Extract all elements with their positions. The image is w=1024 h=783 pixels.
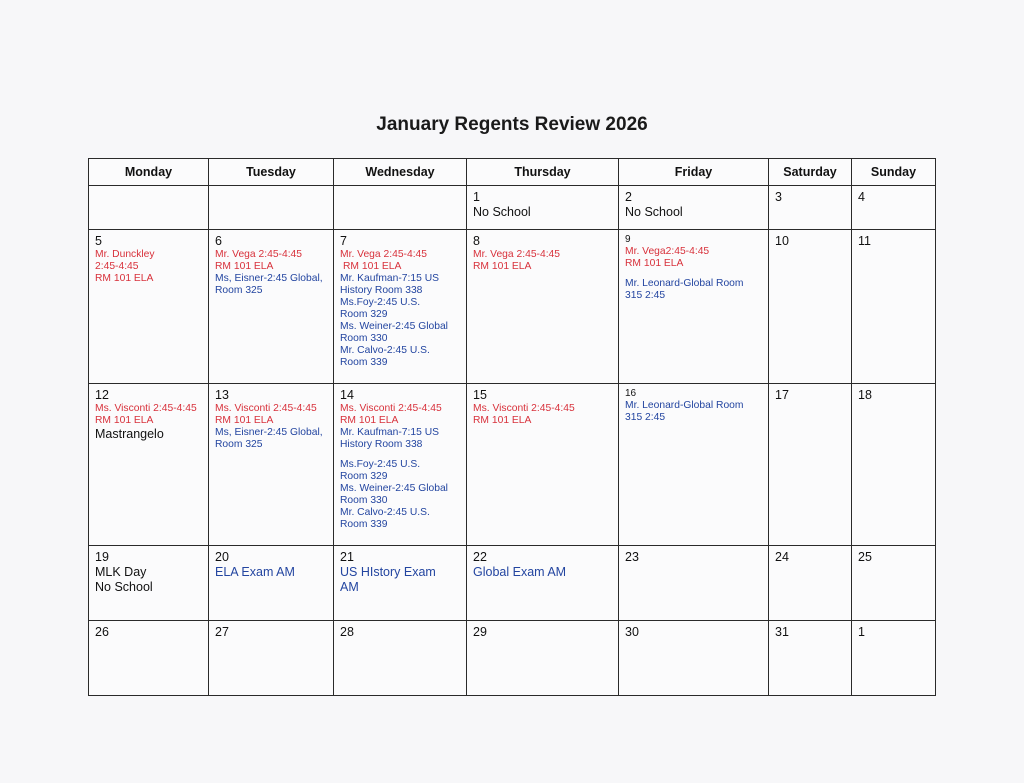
exam-event: US HIstory Exam	[340, 565, 436, 579]
day-number: 27	[215, 625, 229, 639]
day-number: 3	[775, 190, 782, 204]
exam-event: AM	[340, 580, 359, 594]
header-sunday: Sunday	[852, 159, 936, 186]
day-number: 1	[858, 625, 865, 639]
event-line: 2:45-4:45	[95, 261, 139, 272]
day-number: 19	[95, 550, 109, 564]
day-number: 15	[473, 388, 487, 402]
day-number: 30	[625, 625, 639, 639]
day-cell-jan-21	[334, 546, 467, 621]
day-cell-jan-10	[769, 230, 852, 384]
header-tuesday: Tuesday	[209, 159, 334, 186]
day-cell-jan-18	[852, 384, 936, 546]
day-number: 9	[625, 234, 631, 245]
day-number: 26	[95, 625, 109, 639]
event-line: Ms, Eisner-2:45 Global,	[215, 273, 323, 284]
day-cell-jan-5	[89, 230, 209, 384]
day-number: 29	[473, 625, 487, 639]
event-line: Room 330	[340, 333, 388, 344]
day-cell-jan-3	[769, 186, 852, 230]
event-line: Ms.Foy-2:45 U.S.	[340, 459, 421, 470]
event-line: Mr. Kaufman-7:15 US	[340, 273, 440, 284]
day-note: No School	[95, 580, 153, 594]
event-line: 315 2:45	[625, 412, 666, 423]
day-cell-jan-28	[334, 621, 467, 696]
page-title: January Regents Review 2026	[376, 114, 648, 135]
day-cell-jan-22	[467, 546, 619, 621]
event-line: Mr. Calvo-2:45 U.S.	[340, 345, 430, 356]
day-cell-jan-13	[209, 384, 334, 546]
day-number: 21	[340, 550, 354, 564]
day-cell-jan-14	[334, 384, 467, 546]
exam-event: ELA Exam AM	[215, 565, 295, 579]
week-row-1	[89, 186, 936, 230]
event-line: Room 329	[340, 309, 388, 320]
event-line: RM 101 ELA	[95, 273, 154, 284]
day-number: 25	[858, 550, 872, 564]
day-number: 8	[473, 234, 480, 248]
day-cell-jan-31	[769, 621, 852, 696]
day-number: 23	[625, 550, 639, 564]
header-wednesday: Wednesday	[334, 159, 467, 186]
day-number: 20	[215, 550, 229, 564]
event-line: Mr. Vega 2:45-4:45	[215, 249, 303, 260]
day-cell-jan-23	[619, 546, 769, 621]
event-line: Room 330	[340, 495, 388, 506]
weekday-header-row	[89, 159, 936, 186]
day-cell-jan-16	[619, 384, 769, 546]
day-cell-jan-11	[852, 230, 936, 384]
day-cell-jan-20	[209, 546, 334, 621]
week-row-5	[89, 621, 936, 696]
day-number: 28	[340, 625, 354, 639]
event-line: Mastrangelo	[95, 427, 164, 441]
day-cell-jan-26	[89, 621, 209, 696]
event-line: Mr. Vega 2:45-4:45	[473, 249, 561, 260]
event-line: Mr. Leonard-Global Room	[625, 278, 744, 289]
header-monday: Monday	[89, 159, 209, 186]
day-cell-jan-29	[467, 621, 619, 696]
event-line: Room 329	[340, 471, 388, 482]
day-number: 1	[473, 190, 480, 204]
event-line: RM 101 ELA	[625, 258, 684, 269]
day-number: 13	[215, 388, 229, 402]
day-cell-jan-2	[619, 186, 769, 230]
event-line: Mr. Vega2:45-4:45	[625, 246, 710, 257]
day-number: 7	[340, 234, 347, 248]
event-line: Mr. Leonard-Global Room	[625, 400, 744, 411]
day-number: 24	[775, 550, 789, 564]
day-number: 16	[625, 388, 637, 399]
event-line: RM 101 ELA	[215, 415, 274, 426]
event-line: RM 101 ELA	[215, 261, 274, 272]
event-line: Mr. Calvo-2:45 U.S.	[340, 507, 430, 518]
event-line: Ms. Visconti 2:45-4:45	[215, 403, 317, 414]
header-friday: Friday	[619, 159, 769, 186]
day-cell-jan-27	[209, 621, 334, 696]
week-row-3	[89, 384, 936, 546]
calendar-grid	[88, 158, 936, 696]
event-line: RM 101 ELA	[343, 261, 402, 272]
day-number: 11	[858, 234, 871, 248]
day-cell-jan-7	[334, 230, 467, 384]
day-cell-feb-1	[852, 621, 936, 696]
day-cell-jan-4	[852, 186, 936, 230]
day-cell-jan-8	[467, 230, 619, 384]
event-line: Ms, Eisner-2:45 Global,	[215, 427, 323, 438]
header-saturday: Saturday	[769, 159, 852, 186]
event-line: Ms. Weiner-2:45 Global	[340, 321, 448, 332]
day-cell-jan-17	[769, 384, 852, 546]
event-line: Ms. Visconti 2:45-4:45	[473, 403, 575, 414]
empty-cell	[89, 186, 209, 230]
event-line: Mr. Kaufman-7:15 US	[340, 427, 440, 438]
event-line: History Room 338	[340, 285, 423, 296]
event-line: RM 101 ELA	[340, 415, 399, 426]
empty-cell	[334, 186, 467, 230]
day-cell-jan-25	[852, 546, 936, 621]
day-number: 10	[775, 234, 789, 248]
day-cell-jan-6	[209, 230, 334, 384]
event-line: History Room 338	[340, 439, 423, 450]
day-note: No School	[625, 205, 683, 219]
day-note: No School	[473, 205, 531, 219]
event-line: Mr. Vega 2:45-4:45	[340, 249, 428, 260]
week-row-4	[89, 546, 936, 621]
day-number: 17	[775, 388, 789, 402]
day-number: 14	[340, 388, 354, 402]
event-line: 315 2:45	[625, 290, 666, 301]
day-cell-jan-12	[89, 384, 209, 546]
day-number: 12	[95, 388, 109, 402]
day-number: 5	[95, 234, 102, 248]
header-thursday: Thursday	[467, 159, 619, 186]
day-cell-jan-1	[467, 186, 619, 230]
event-line: Mr. Dunckley	[95, 249, 155, 260]
day-number: 6	[215, 234, 222, 248]
event-line: Ms. Weiner-2:45 Global	[340, 483, 448, 494]
event-line: RM 101 ELA	[473, 415, 532, 426]
event-line: Ms. Visconti 2:45-4:45	[340, 403, 442, 414]
event-line: RM 101 ELA	[473, 261, 532, 272]
day-cell-jan-9	[619, 230, 769, 384]
day-number: 2	[625, 190, 632, 204]
day-cell-jan-19	[89, 546, 209, 621]
day-number: 18	[858, 388, 872, 402]
event-line: Room 325	[215, 285, 263, 296]
day-cell-jan-24	[769, 546, 852, 621]
event-line: Room 339	[340, 357, 388, 368]
event-line: RM 101 ELA	[95, 415, 154, 426]
week-row-2	[89, 230, 936, 384]
event-line: Ms.Foy-2:45 U.S.	[340, 297, 421, 308]
day-cell-jan-15	[467, 384, 619, 546]
exam-event: Global Exam AM	[473, 565, 567, 579]
day-number: 31	[775, 625, 789, 639]
empty-cell	[209, 186, 334, 230]
event-line: Ms. Visconti 2:45-4:45	[95, 403, 197, 414]
day-note: MLK Day	[95, 565, 147, 579]
event-line: Room 325	[215, 439, 263, 450]
event-line: Room 339	[340, 519, 388, 530]
day-number: 22	[473, 550, 487, 564]
day-number: 4	[858, 190, 865, 204]
day-cell-jan-30	[619, 621, 769, 696]
